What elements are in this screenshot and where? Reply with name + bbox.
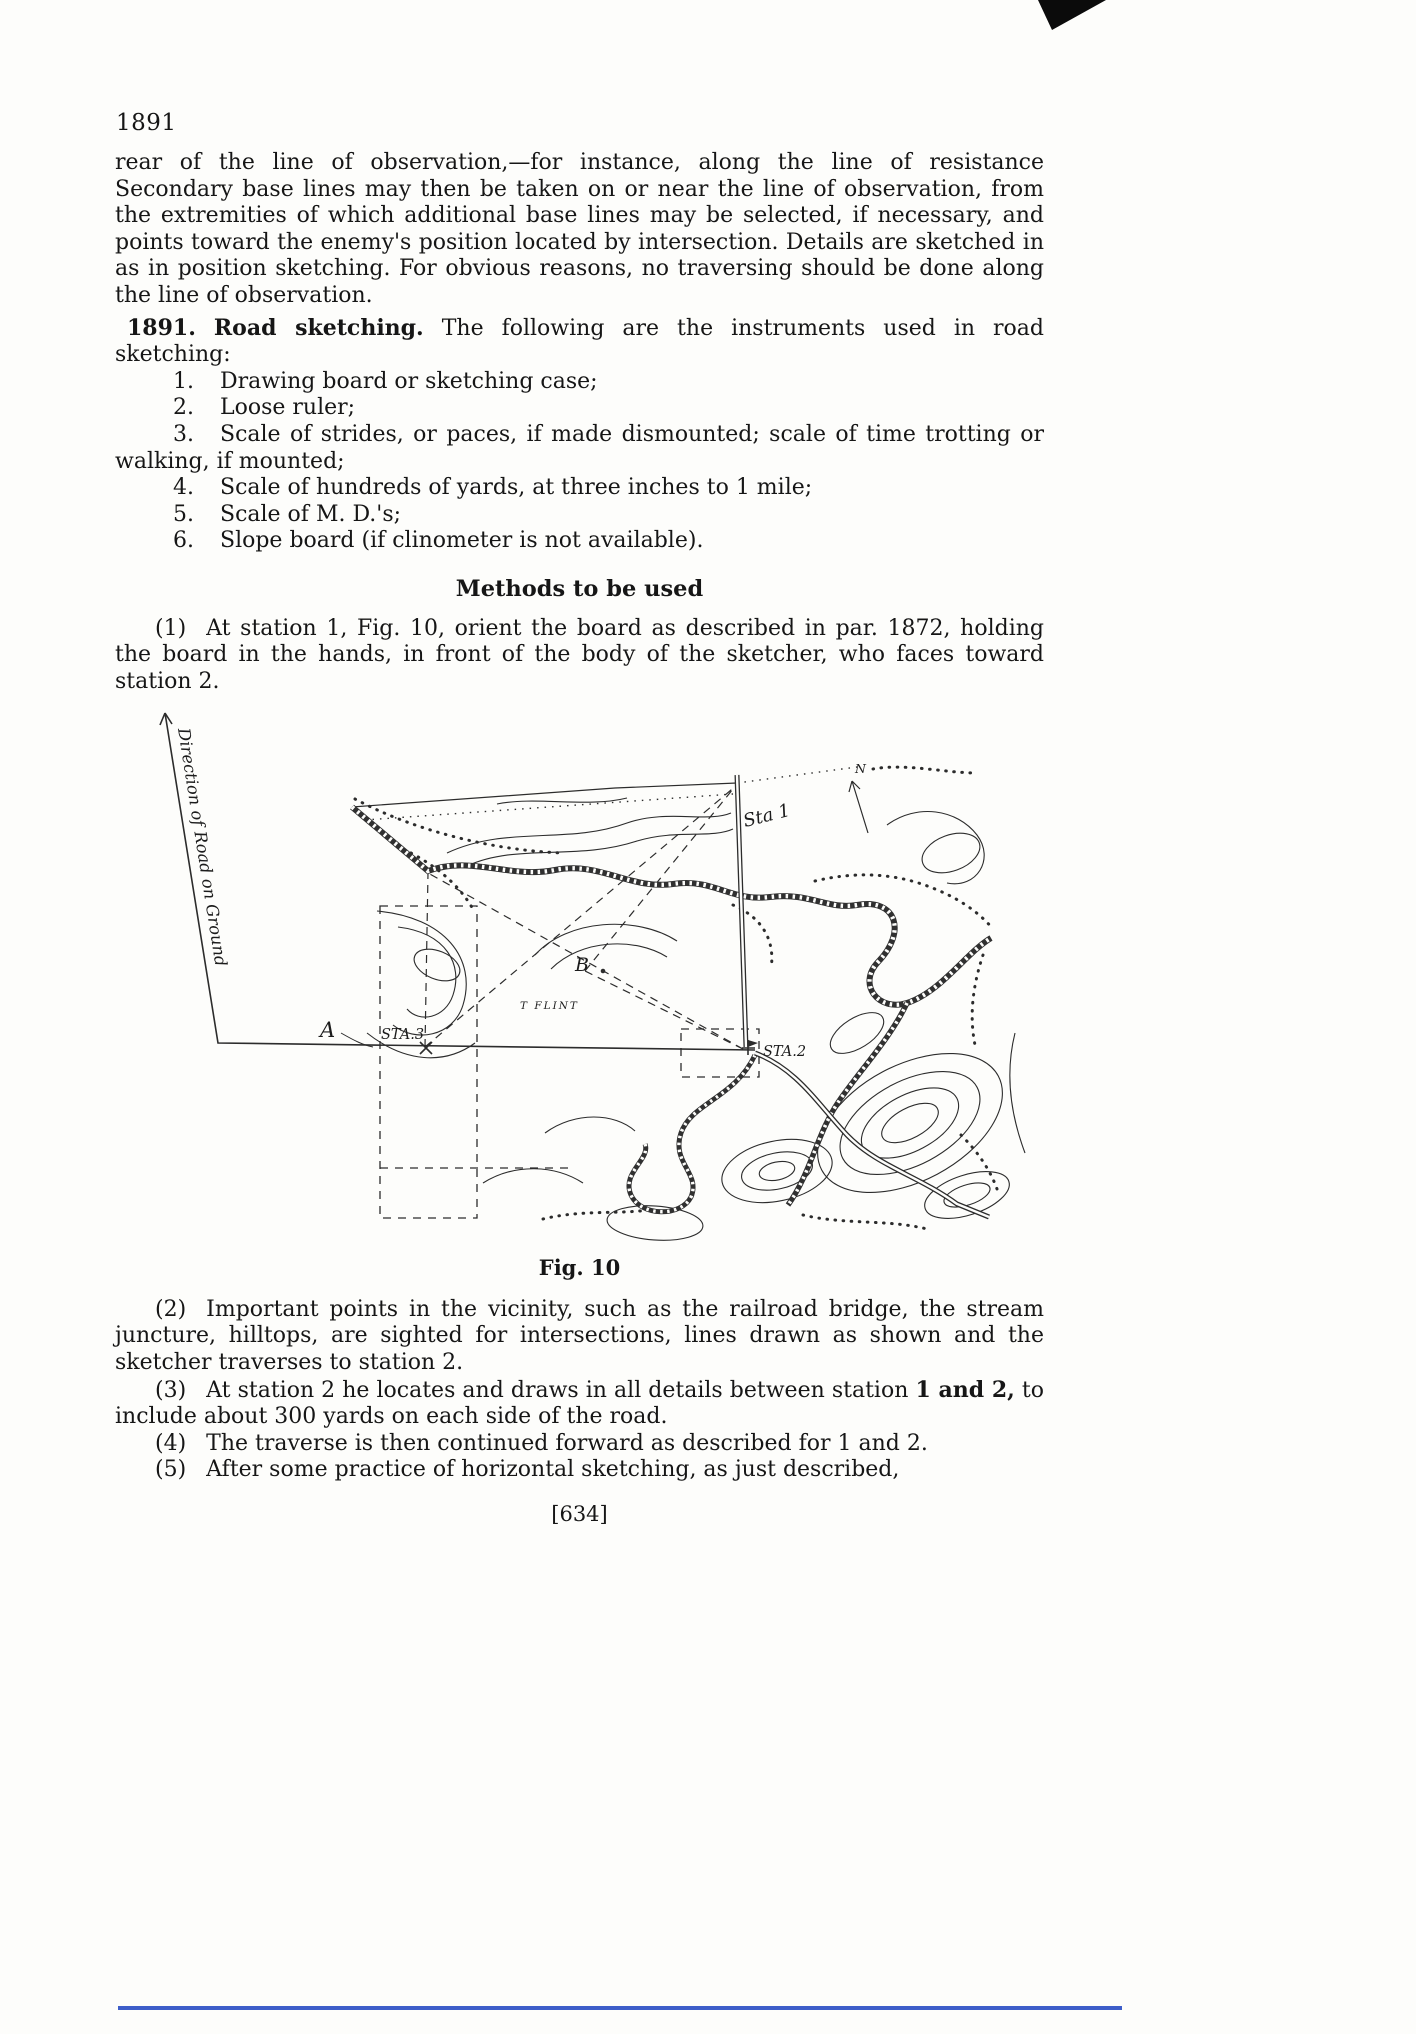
station-marks-group — [341, 781, 868, 1055]
road-paragraph-number: 1891. — [127, 314, 196, 341]
method-number: (3) — [155, 1377, 187, 1403]
figure-caption: Fig. 10 — [538, 1255, 621, 1281]
road-paragraph-text: The following are the instruments used in road sketching: — [115, 315, 1045, 368]
road-paragraph-title: Road sketching. — [213, 314, 424, 341]
method-paragraph-3 — [115, 1377, 1044, 1431]
page-number-footer: [634] — [551, 1502, 608, 1527]
instrument-item-4 — [115, 475, 1044, 502]
point-b-dot — [601, 969, 606, 974]
method-text: After some practice of horizontal sketching, as just described, — [206, 1457, 900, 1483]
item-text: Scale of hundreds of yards, at three inches to 1 mile; — [220, 475, 813, 501]
dashed-rect-group — [380, 906, 759, 1218]
method-paragraph-5 — [115, 1457, 1044, 1484]
station-3-label: STA.3 — [381, 1027, 425, 1044]
method-paragraph-2 — [115, 1297, 1044, 1377]
instrument-item-5 — [115, 502, 1044, 529]
point-b-label: B — [575, 954, 589, 977]
item-number: 3. — [173, 421, 194, 447]
method-text: At station 1, Fig. 10, orient the board as described in par. 1872, holding the board in the hands, in front of the body of the sketcher, who faces toward station 2. — [115, 615, 1044, 694]
figure-10 — [115, 703, 1044, 1243]
station-1-label: Sta 1 — [741, 800, 793, 833]
method-number: (2) — [155, 1296, 187, 1322]
method-paragraph-1 — [115, 616, 1044, 696]
traverse-line — [160, 713, 755, 1050]
method-text: The traverse is then continued forward as described for 1 and 2. — [206, 1430, 928, 1456]
method-number: (1) — [155, 615, 187, 641]
instrument-item-3 — [115, 422, 1044, 475]
item-number: 2. — [173, 395, 194, 421]
north-arrow-icon — [849, 781, 868, 833]
instrument-item-6 — [115, 528, 1044, 555]
paragraph-number-header: 1891 — [116, 110, 177, 136]
methods-heading: Methods to be used — [455, 575, 704, 602]
method-text-pre: At station 2 he locates and draws in all details between station — [206, 1377, 909, 1403]
method-text-bold: 1 and 2, — [915, 1376, 1015, 1403]
method-text: Important points in the vicinity, such as the railroad bridge, the stream juncture, hilltops, are sighted for intersections, lines drawn as shown and the sketcher traverses to station 2. — [115, 1296, 1044, 1376]
item-text: Drawing board or sketching case; — [220, 368, 598, 394]
stream-line — [629, 1055, 755, 1212]
station-2-flag — [748, 1040, 758, 1047]
instrument-item-1 — [115, 369, 1044, 396]
point-a-label: A — [320, 1018, 336, 1043]
scan-edge-line — [118, 2006, 1122, 2010]
item-number: 6. — [173, 528, 194, 554]
paragraph-road-sketching — [115, 315, 1044, 369]
sight-line-group — [425, 785, 743, 1049]
method-number: (5) — [155, 1457, 187, 1483]
map-label-group — [174, 726, 867, 1060]
direction-of-road-label: Direction of Road on Ground — [174, 726, 231, 968]
item-text: Scale of M. D.'s; — [220, 501, 402, 527]
instrument-item-2 — [115, 395, 1044, 422]
station-2-label: STA.2 — [763, 1044, 807, 1061]
item-number: 4. — [173, 475, 194, 501]
paragraph-continuation: rear of the line of observation,—for instance, along the line of resistance Secondary base lines may then be taken on or near the line of observation, from the extremities of which additional base lines may be selected, if necessary, and points toward the enemy's position located by intersection. Details are sketched in as in position sketching. For obvious reasons, no traversing should be done along the line of observation. — [115, 150, 1044, 308]
road-sketch-map — [115, 703, 1043, 1243]
item-text: Scale of strides, or paces, if made dismounted; scale of time trotting or walking, if mounted; — [115, 421, 1044, 474]
scan-corner-artifact — [1038, 0, 1106, 30]
method-paragraph-4 — [115, 1431, 1044, 1458]
item-number: 1. — [173, 368, 194, 394]
item-text: Slope board (if clinometer is not available). — [220, 528, 704, 554]
method-text-post: to include about 300 yards on each side of the road. — [115, 1377, 1044, 1430]
text-column — [115, 150, 1044, 1528]
method-number: (4) — [155, 1430, 187, 1456]
station-3-mark — [420, 1042, 432, 1054]
item-text: Loose ruler; — [220, 395, 356, 421]
north-label: N — [855, 761, 866, 777]
item-number: 5. — [173, 501, 194, 527]
flint-label: T FLINT — [520, 1000, 579, 1013]
